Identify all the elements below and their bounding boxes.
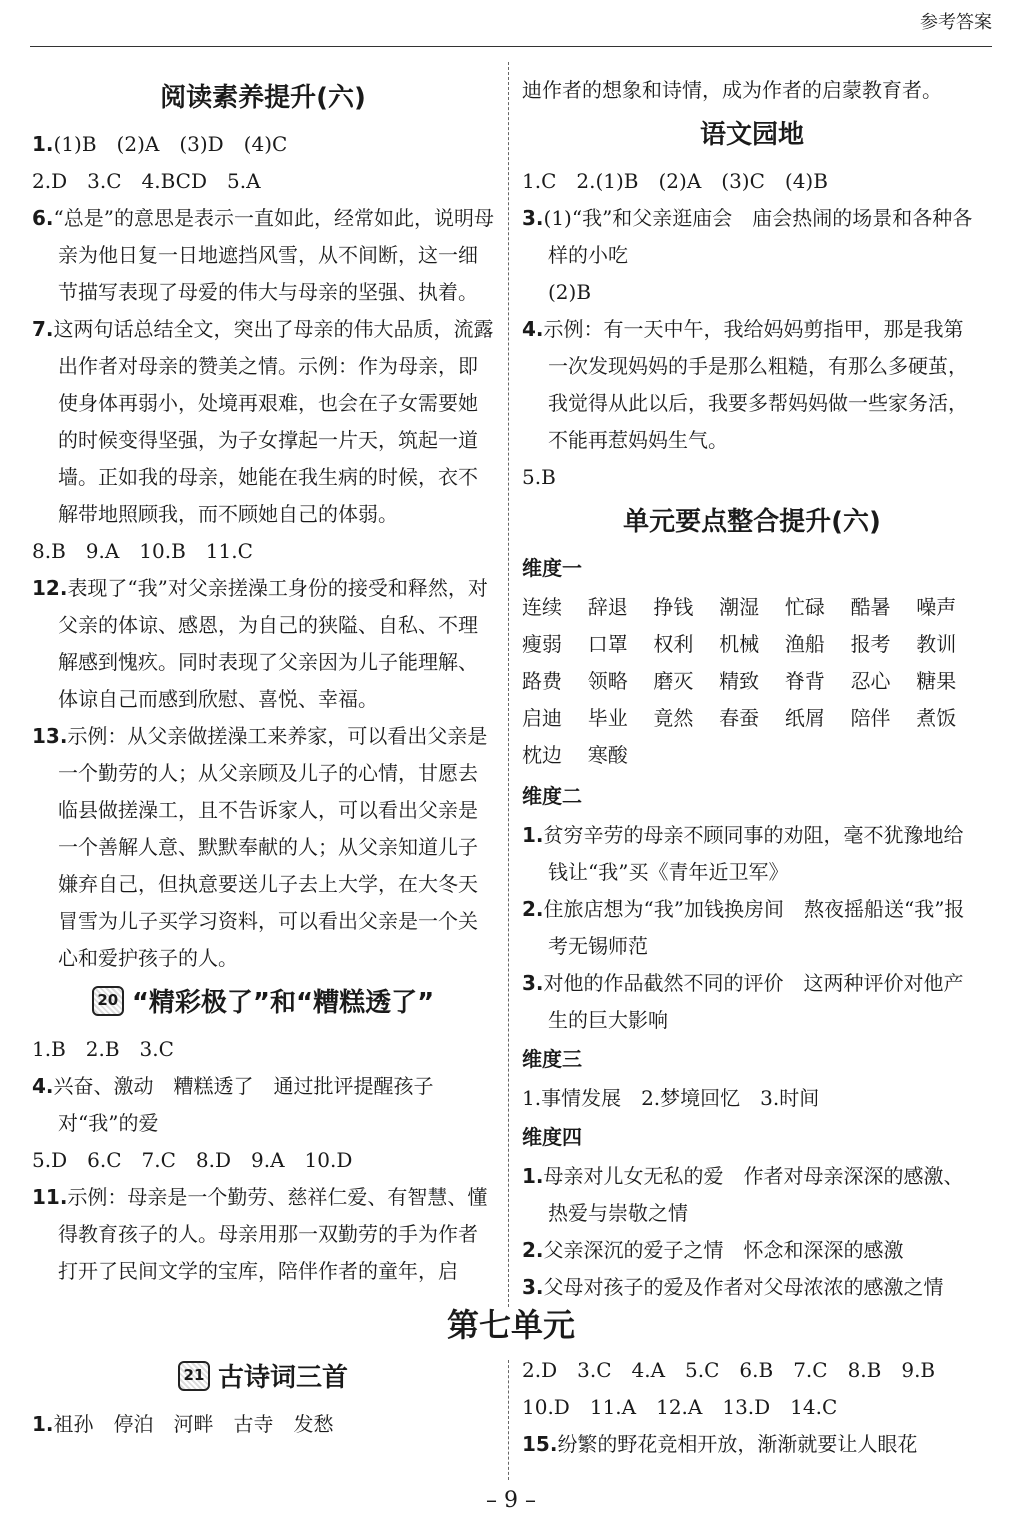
answer-line: 10.D 11.A 12.A 13.D 14.C: [522, 1395, 838, 1419]
vocab-word: 教训: [916, 632, 957, 656]
vocab-word: 挣钱: [653, 595, 694, 619]
vocab-word: 机械: [719, 632, 760, 656]
answer-line: 5.D 6.C 7.C 8.D 9.A 10.D: [32, 1148, 353, 1172]
answer-item: 7.这两句话总结全文，突出了母亲的伟大品质，流露出作者对母亲的赞美之情。示例：作为母亲，即使身体再弱小，处境再艰难，也会在子女需要她的时候变得坚强，为子女撑起一片天，筑起一道墙。正如我的母亲，她能在我生病的时候，衣不解带地照顾我，而不顾她自己的体弱。: [32, 317, 494, 526]
header-label: 参考答案: [920, 12, 992, 33]
vocab-word: 忍心: [850, 669, 891, 693]
vocab-word: 酷暑: [850, 595, 891, 619]
vocab-word: 糖果: [916, 669, 957, 693]
vocab-word: 煮饭: [916, 706, 957, 730]
answer-item: 3.对他的作品截然不同的评价 这两种评价对他产生的巨大影响: [522, 971, 964, 1032]
vocab-word: 毕业: [587, 706, 628, 730]
answer-line: 1.事情发展 2.梦境回忆 3.时间: [522, 1086, 820, 1110]
column-divider: [508, 62, 509, 1307]
vocab-word: 纸屑: [784, 706, 825, 730]
right-column: [522, 72, 982, 1306]
answer-item: 3.父母对孩子的爱及作者对父母浓浓的感激之情: [522, 1275, 944, 1299]
answer-item: 11.示例：母亲是一个勤劳、慈祥仁爱、有智慧、懂得教育孩子的人。母亲用那一双勤劳的手为作者打开了民间文学的宝库，陪伴作者的童年，启: [32, 1185, 488, 1283]
vocab-word: 瘦弱: [522, 632, 562, 656]
answer-item: 13.示例：从父亲做搓澡工来养家，可以看出父亲是一个勤劳的人；从父亲顾及儿子的心情，甘愿去临县做搓澡工，且不告诉家人，可以看出父亲是一个善解人意、默默奉献的人；从父亲知道儿子嫌弃自己，但执意要送儿子去上大学，在大冬天冒雪为儿子买学习资料，可以看出父亲是一个关心和爱护孩子的人。: [32, 724, 488, 970]
dimension-label: 维度一: [522, 556, 582, 580]
answer-line: 1.(1)B (2)A (3)D (4)C: [32, 132, 288, 156]
unit-title: 第七单元: [446, 1306, 575, 1344]
answer-line: (2)B: [548, 280, 592, 304]
vocab-word: 报考: [850, 632, 891, 656]
section-title-unit-summary: 单元要点整合提升(六): [623, 507, 881, 537]
lesson-number-badge: 20: [92, 986, 124, 1016]
answer-item: 2.父亲深沉的爱子之情 怀念和深深的感激: [522, 1238, 904, 1262]
vocab-word: 春蚕: [719, 706, 760, 730]
vocab-word: 辞退: [587, 595, 628, 619]
vocab-word: 枕边: [522, 743, 562, 767]
column-divider-bottom: [508, 1360, 509, 1480]
answer-item: 12.表现了“我”对父亲搓澡工身份的接受和释然，对父亲的体谅、感恩，为自己的狭隘、自私、不理解感到愧疚。同时表现了父亲因为儿子能理解、体谅自己而感到欣慰、喜悦、幸福。: [32, 576, 488, 711]
word-grid: [522, 589, 982, 774]
dimension-label: 维度三: [522, 1047, 582, 1071]
vocab-word: 陪伴: [850, 706, 891, 730]
vocab-word: 精致: [719, 669, 760, 693]
vocab-word: 竟然: [653, 706, 694, 730]
vocab-word: 噪声: [916, 595, 957, 619]
answer-line: 2.D 3.C 4.BCD 5.A: [32, 169, 261, 193]
vocab-word: 脊背: [784, 669, 825, 693]
section-title-lesson-21: 21 古诗词三首: [32, 1356, 494, 1400]
vocab-word: 口罩: [587, 632, 628, 656]
answer-item: 4.示例：有一天中午，我给妈妈剪指甲，那是我第一次发现妈妈的手是那么粗糙，有那么多硬茧，我觉得从此以后，我要多帮妈妈做一些家务活，不能再惹妈妈生气。: [522, 317, 968, 452]
dimension-label: 维度四: [522, 1125, 582, 1149]
section-title-lesson-20: 20 “精彩极了”和“糟糕透了”: [32, 981, 494, 1025]
answer-item: 15.纷繁的野花竞相开放，渐渐就要让人眼花: [522, 1432, 918, 1456]
answer-item: 1.母亲对儿女无私的爱 作者对母亲深深的感激、热爱与崇敬之情: [522, 1164, 964, 1225]
answer-item: 4.兴奋、激动 糟糕透了 通过批评提醒孩子对“我”的爱: [32, 1074, 434, 1135]
dimension-label: 维度二: [522, 784, 582, 808]
vocab-word: 连续: [522, 595, 562, 619]
answer-item: 2.住旅店想为“我”加钱换房间 熬夜摇船送“我”报考无锡师范: [522, 897, 965, 958]
section-title-reading: 阅读素养提升(六): [160, 83, 366, 113]
vocab-word: 忙碌: [784, 595, 825, 619]
answer-line: 2.D 3.C 4.A 5.C 6.B 7.C 8.B 9.B: [522, 1358, 936, 1382]
vocab-word: 领略: [587, 669, 628, 693]
vocab-word: 渔船: [784, 632, 825, 656]
answer-item: 3.(1)“我”和父亲逛庙会 庙会热闹的场景和各种各样的小吃: [522, 206, 973, 267]
bottom-right-column: [522, 1352, 982, 1463]
bottom-left-column: [32, 1352, 494, 1443]
section-title-yuwen-yuandi: 语文园地: [699, 120, 804, 150]
continued-text: 迪作者的想象和诗情，成为作者的启蒙教育者。: [522, 78, 942, 102]
header-rule: [30, 46, 992, 47]
left-column: [32, 72, 494, 1290]
answer-line: 1.C 2.(1)B (2)A (3)C (4)B: [522, 169, 828, 193]
answer-item: 1.祖孙 停泊 河畔 古寺 发愁: [32, 1412, 334, 1436]
answer-line: 1.B 2.B 3.C: [32, 1037, 174, 1061]
page-number: – 9 –: [486, 1488, 536, 1513]
vocab-word: 路费: [522, 669, 562, 693]
vocab-word: 磨灭: [653, 669, 694, 693]
vocab-word: 寒酸: [587, 743, 628, 767]
answer-item: 6.“总是”的意思是表示一直如此，经常如此，说明母亲为他日复一日地遮挡风雪，从不间断，这一细节描写表现了母爱的伟大与母亲的坚强、执着。: [32, 206, 494, 304]
answer-line: 5.B: [522, 465, 556, 489]
answer-line: 8.B 9.A 10.B 11.C: [32, 539, 253, 563]
lesson-number-badge: 21: [178, 1361, 210, 1391]
vocab-word: 权利: [653, 632, 694, 656]
answer-item: 1.贫穷辛劳的母亲不顾同事的劝阻，毫不犹豫地给钱让“我”买《青年近卫军》: [522, 823, 964, 884]
vocab-word: 启迪: [522, 706, 562, 730]
vocab-word: 潮湿: [719, 595, 760, 619]
